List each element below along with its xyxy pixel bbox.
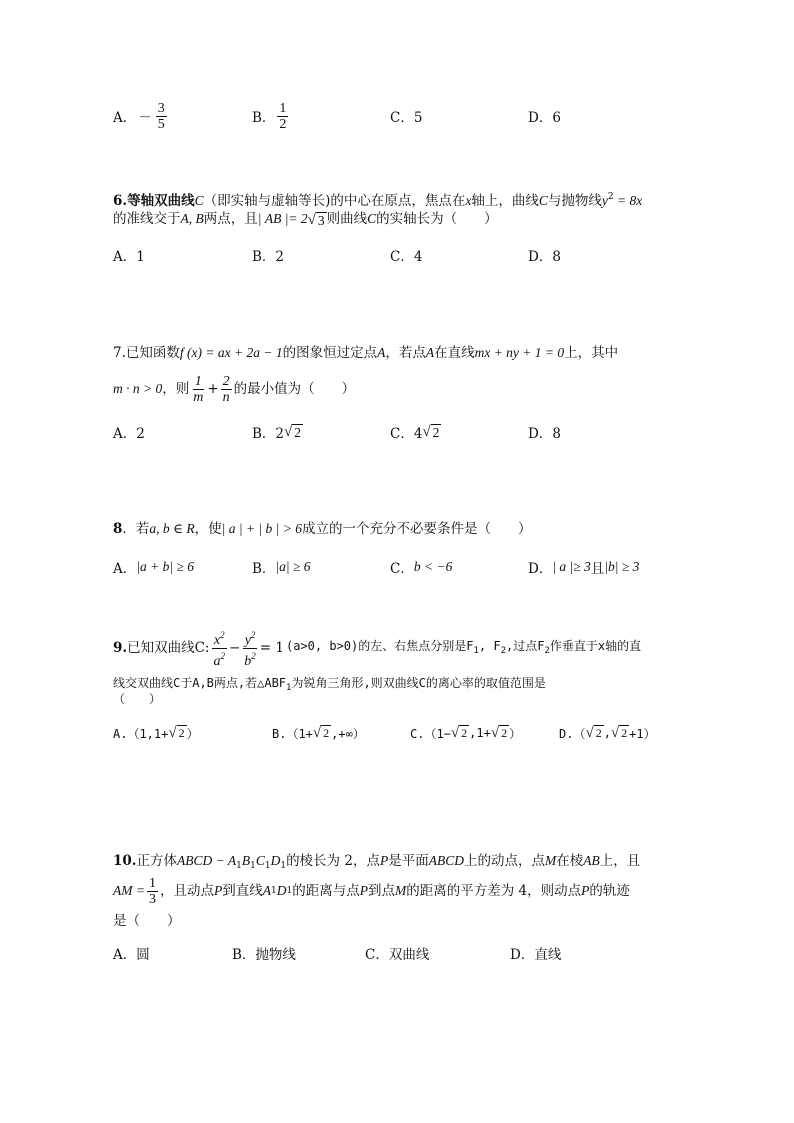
q10-option-a[interactable]: A．圆 bbox=[113, 947, 150, 963]
q6-stem-line1: 6.等轴双曲线C（即实轴与虚轴等长)的中心在原点，焦点在x轴上，曲线C与抛物线$y^2 = 8x$ bbox=[113, 192, 643, 209]
q6-option-d[interactable]: D．8 bbox=[528, 249, 561, 265]
q10-options bbox=[113, 941, 753, 965]
q9-stem-line1: 9. 已知双曲线C: $\frac{x^2}{a^2}$ − $\frac{y^2}{b^2}$ = 1 (a>0, b>0)的左、右焦点分别是$F_1$, $F_2$,过点$F_2$作垂直于x轴的直 bbox=[113, 629, 642, 669]
q9-options bbox=[113, 721, 753, 745]
q8-option-c[interactable]: C． b < −6 bbox=[390, 559, 453, 577]
q6-option-a[interactable]: A．1 bbox=[113, 249, 145, 265]
q5-option-c[interactable]: C．5 bbox=[390, 110, 423, 126]
q7-option-a[interactable]: A．2 bbox=[113, 426, 145, 442]
q5-option-a[interactable]: A． － $\frac{3}{5}$ bbox=[113, 100, 165, 132]
q8-option-a[interactable]: A． |a + b| ≥ 6 bbox=[113, 559, 194, 577]
q5-options bbox=[113, 100, 753, 132]
q8-option-b[interactable]: B． |a| ≥ 6 bbox=[252, 559, 311, 577]
q7-option-b[interactable]: B．2 √ 2 bbox=[252, 424, 301, 442]
q7-option-c[interactable]: C．4 √ 2 bbox=[390, 424, 440, 442]
q5-option-d[interactable]: D．6 bbox=[528, 110, 561, 126]
q10-option-d[interactable]: D．直线 bbox=[510, 947, 562, 963]
sqrt: √ 2 bbox=[168, 725, 185, 741]
q10-option-b[interactable]: B．抛物线 bbox=[232, 947, 296, 963]
q7-option-d[interactable]: D．8 bbox=[528, 426, 561, 442]
q6-option-c[interactable]: C．4 bbox=[390, 249, 423, 265]
sqrt: √ 2 bbox=[450, 725, 468, 741]
fraction: $\frac{2}{n}$ bbox=[222, 373, 230, 405]
sqrt: √ 2 bbox=[312, 725, 330, 741]
fraction: $\frac{x^2}{a^2}$ bbox=[213, 629, 225, 669]
q7-options bbox=[113, 420, 753, 444]
sqrt: √ 2 bbox=[284, 424, 301, 440]
q8-option-d[interactable]: D． | a |≥ 3 且 |b| ≥ 3 bbox=[528, 559, 640, 577]
sqrt: √ 2 bbox=[490, 725, 508, 741]
fraction: $\frac{3}{5}$ bbox=[157, 100, 165, 132]
q6-stem-line2: 的准线交于A, B两点，且| AB |= 2 √ 3 则曲线C的实轴长为（ ） bbox=[113, 211, 498, 228]
fraction: $\frac{y^2}{b^2}$ bbox=[244, 629, 256, 669]
q9-option-d[interactable]: D.（ √ 2 , √ 2 +1） bbox=[559, 725, 656, 741]
q9-paren: （ ） bbox=[113, 692, 162, 706]
sqrt: √ 2 bbox=[422, 424, 440, 440]
q9-option-b[interactable]: B.（1+ √ 2 ,+∞） bbox=[272, 725, 365, 741]
q8-stem: 8．若a, b ∈ R，使| a | + | b | > 6成立的一个充分不必要条件是（ ） bbox=[113, 521, 532, 537]
q5-option-b[interactable]: B． $\frac{1}{2}$ bbox=[252, 100, 287, 132]
q8-options bbox=[113, 555, 753, 579]
sqrt: √ 3 bbox=[307, 211, 325, 228]
sqrt: √ 2 bbox=[610, 725, 628, 741]
q10-stem-line1: 10.正方体ABCD − $A_1B_1C_1D_1$的棱长为 2，点P是平面ABCD上的动点，点M在棱AB上，且 bbox=[113, 853, 641, 871]
q10-stem-line2: AM = $\frac{1}{3}$ ，且动点 P 到直线 A 1 D 1 的距离与点 P 到点 M 的距离的平方差为 4，则动点 P 的轨迹 bbox=[113, 875, 630, 907]
q10-option-c[interactable]: C．双曲线 bbox=[365, 947, 430, 963]
q10-stem-line3: 是（ ） bbox=[113, 913, 181, 929]
q7-stem-line2: m · n > 0 ，则 $\frac{1}{m}$ + $\frac{2}{n}$ 的最小值为（ ） bbox=[113, 373, 356, 405]
fraction: $\frac{1}{2}$ bbox=[279, 100, 287, 132]
q7-stem-line1: 7.已知函数f (x) = ax + 2a − 1的图象恒过定点A，若点A在直线mx + ny + 1 = 0上，其中 bbox=[113, 345, 619, 361]
q9-option-a[interactable]: A.（1,1+ √ 2 ） bbox=[113, 725, 199, 741]
q9-option-c[interactable]: C.（1− √ 2 ,1+ √ 2 ） bbox=[410, 725, 522, 741]
q6-options bbox=[113, 243, 753, 267]
q6-option-b[interactable]: B．2 bbox=[252, 249, 285, 265]
fraction: $\frac{1}{3}$ bbox=[148, 875, 156, 907]
fraction: $\frac{1}{m}$ bbox=[193, 373, 204, 405]
q9-stem-line2: 线交双曲线C于A,B两点,若$\triangle ABF_1$为锐角三角形,则双曲线C的离心率的取值范围是 bbox=[113, 676, 546, 693]
sqrt: √ 2 bbox=[585, 725, 602, 741]
